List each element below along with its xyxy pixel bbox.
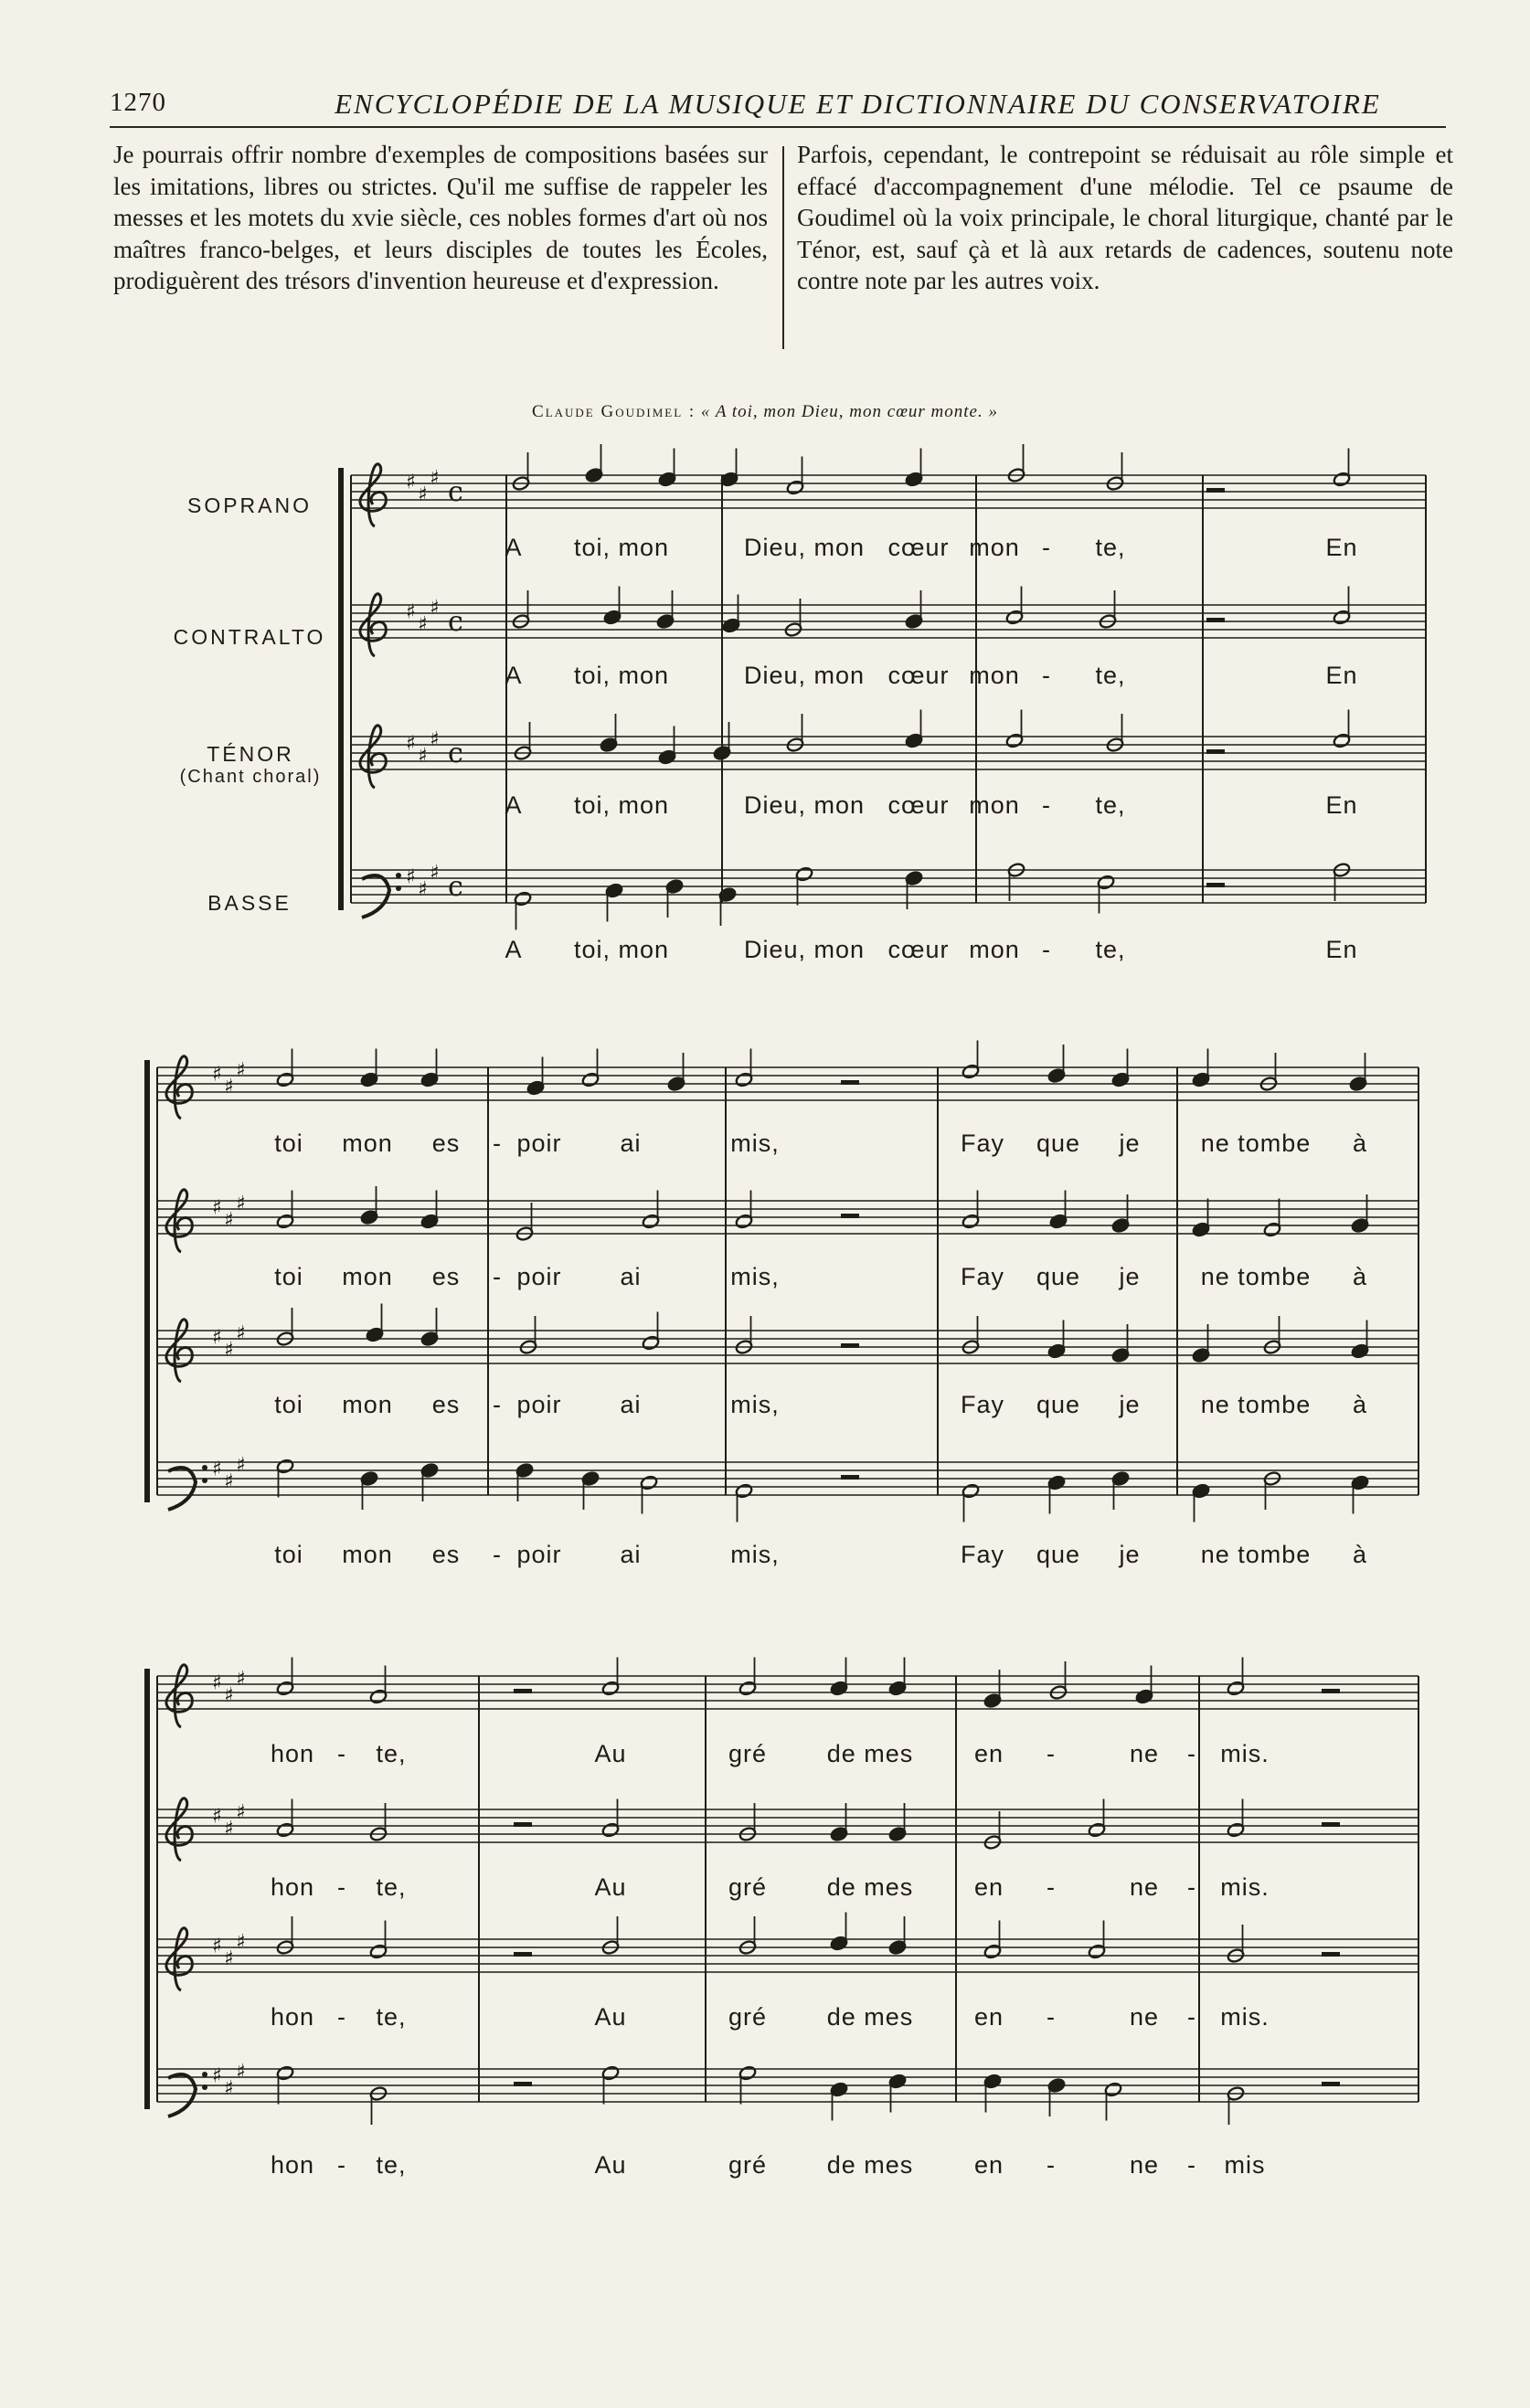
lyric-syllable: à [1352, 1263, 1368, 1290]
lyric-syllable: En [1325, 791, 1358, 819]
lyric-syllable: te, [376, 1873, 407, 1901]
sharp-icon: ♯ [224, 1947, 234, 1970]
sharp-icon: ♯ [406, 471, 416, 494]
lyric-syllable: mon [969, 662, 1020, 689]
half-rest-icon [841, 1475, 859, 1480]
sharp-icon: ♯ [406, 732, 416, 756]
half-rest-icon [514, 1822, 532, 1827]
voice-label-soprano: SOPRANO [186, 493, 313, 517]
left-column-text: Je pourrais offrir nombre d'exemples de compositions basées sur les imitations, libres ou strictes. Qu'il me suffise de rappeler les messes et les motets du xvie siècle, ces nobles formes d'art où nos maîtres franco-belges, et leurs disciples de toutes les Écoles, prodiguèrent des trésors d'invention heureuse et d'expression. [113, 141, 768, 294]
lyric-syllable: - [1047, 1740, 1056, 1767]
lyric-syllable: ai [620, 1541, 642, 1568]
lyric-syllable: poir [516, 1130, 562, 1157]
sharp-icon: ♯ [224, 1076, 234, 1098]
lyric-syllable: mis [1224, 2151, 1266, 2179]
lyric-syllable: gré [728, 2151, 768, 2179]
lyric-syllable: toi, mon [573, 534, 670, 561]
treble-clef-icon [166, 1798, 192, 1861]
treble-clef-icon [166, 1190, 192, 1252]
treble-clef-icon [360, 594, 386, 656]
lyric-syllable: te, [1095, 662, 1126, 689]
lyric-syllable: te, [376, 2003, 407, 2031]
half-rest-icon [514, 2082, 532, 2086]
lyric-syllable: - [1042, 936, 1051, 963]
lyric-syllable: hon [270, 2003, 315, 2031]
treble-clef-icon [166, 1665, 192, 1727]
lyric-syllable: - [493, 1130, 502, 1157]
lyric-syllable: de mes [826, 2151, 914, 2179]
lyric-syllable: Au [594, 2003, 627, 2031]
running-head: ENCYCLOPÉDIE DE LA MUSIQUE ET DICTIONNAIRE DU CONSERVATOIRE [335, 88, 1381, 120]
lyric-syllable: - [1187, 2003, 1196, 2031]
lyric-syllable: - [337, 2003, 346, 2031]
lyric-syllable: en [973, 2151, 1004, 2179]
sharp-icon: ♯ [406, 865, 416, 889]
lyric-syllable: ai [620, 1130, 642, 1157]
half-rest-icon [1322, 1689, 1340, 1693]
lyric-syllable: - [1187, 1740, 1196, 1767]
sharp-icon: ♯ [406, 600, 416, 624]
sharp-icon: ♯ [236, 1801, 246, 1824]
lyric-syllable: que [1036, 1391, 1081, 1418]
lyric-syllable: cœur [887, 534, 950, 561]
lyric-syllable: Fay [960, 1541, 1005, 1568]
common-time-icon: c [448, 737, 463, 769]
voice-label-basse: BASSE [207, 891, 292, 915]
lyric-syllable: cœur [887, 662, 950, 689]
lyric-syllable: mis, [730, 1263, 780, 1290]
half-rest-icon [1206, 883, 1225, 887]
lyric-syllable: - [1047, 2151, 1056, 2179]
half-rest-icon [1322, 2082, 1340, 2086]
sharp-icon: ♯ [212, 1063, 222, 1087]
lyric-syllable: je [1119, 1263, 1141, 1290]
lyric-syllable: Fay [960, 1263, 1005, 1290]
sharp-icon: ♯ [418, 483, 428, 506]
sharp-icon: ♯ [224, 1209, 234, 1232]
lyric-syllable: - [337, 1873, 346, 1901]
lyric-syllable: que [1036, 1263, 1081, 1290]
lyric-syllable: toi, mon [573, 662, 670, 689]
half-rest-icon [1206, 749, 1225, 754]
lyric-syllable: à [1352, 1541, 1368, 1568]
page-number: 1270 [110, 88, 166, 117]
lyric-syllable: Au [594, 1740, 627, 1767]
lyric-syllable: A [505, 662, 523, 689]
sharp-icon: ♯ [430, 467, 440, 490]
lyric-syllable: - [493, 1541, 502, 1568]
lyric-syllable: mis, [730, 1391, 780, 1418]
lyric-syllable: de mes [826, 2003, 914, 2031]
lyric-syllable: - [1042, 791, 1051, 819]
lyric-syllable: - [1047, 2003, 1056, 2031]
system-bracket [144, 1060, 150, 1502]
lyric-syllable: toi [274, 1263, 303, 1290]
lyric-syllable: en [973, 1873, 1004, 1901]
lyric-syllable: hon [270, 2151, 315, 2179]
sharp-icon: ♯ [418, 745, 428, 768]
lyric-syllable: en [973, 2003, 1004, 2031]
lyric-syllable: toi [274, 1391, 303, 1418]
lyric-syllable: te, [376, 1740, 407, 1767]
lyric-syllable: ne [1129, 1873, 1160, 1901]
sharp-icon: ♯ [236, 1322, 246, 1345]
lyric-syllable: de mes [826, 1873, 914, 1901]
lyric-syllable: es [431, 1130, 461, 1157]
sharp-icon: ♯ [212, 1326, 222, 1350]
lyric-syllable: mon [342, 1391, 393, 1418]
lyric-syllable: ne [1129, 2003, 1160, 2031]
lyric-syllable: En [1325, 534, 1358, 561]
lyric-syllable: - [1047, 1873, 1056, 1901]
half-rest-icon [841, 1080, 859, 1085]
sharp-icon: ♯ [236, 1454, 246, 1477]
lyric-syllable: gré [728, 2003, 768, 2031]
lyric-syllable: A [505, 936, 523, 963]
lyric-syllable: - [1187, 2151, 1196, 2179]
lyric-syllable: ne tombe [1200, 1130, 1312, 1157]
sharp-icon: ♯ [418, 613, 428, 636]
voice-label-tenor: TÉNOR (Chant choral) [179, 742, 322, 787]
lyric-syllable: Au [594, 1873, 627, 1901]
sharp-icon: ♯ [212, 1458, 222, 1481]
lyric-syllable: je [1119, 1541, 1141, 1568]
lyric-syllable: Fay [960, 1130, 1005, 1157]
lyric-syllable: poir [516, 1263, 562, 1290]
lyric-syllable: Dieu, mon [743, 936, 866, 963]
lyric-syllable: - [1042, 534, 1051, 561]
lyric-syllable: gré [728, 1873, 768, 1901]
common-time-icon: c [448, 871, 463, 903]
lyric-syllable: ai [620, 1391, 642, 1418]
sharp-icon: ♯ [224, 2077, 234, 2100]
bass-clef-icon [168, 2074, 196, 2116]
lyric-syllable: je [1119, 1130, 1141, 1157]
sharp-icon: ♯ [430, 728, 440, 751]
lyric-syllable: ne [1129, 2151, 1160, 2179]
lyric-syllable: En [1325, 936, 1358, 963]
lyric-syllable: A [505, 534, 523, 561]
sharp-icon: ♯ [430, 597, 440, 620]
bass-clef-dot [396, 873, 401, 878]
sharp-icon: ♯ [212, 1671, 222, 1695]
lyric-syllable: mis. [1220, 1873, 1270, 1901]
system-bracket [144, 1669, 150, 2109]
treble-clef-icon [166, 1056, 192, 1119]
sharp-icon: ♯ [236, 1059, 246, 1082]
bass-clef-dot [202, 1478, 207, 1483]
lyric-syllable: - [337, 1740, 346, 1767]
sharp-icon: ♯ [430, 862, 440, 885]
lyric-syllable: mis, [730, 1130, 780, 1157]
half-rest-icon [841, 1214, 859, 1218]
sharp-icon: ♯ [236, 1668, 246, 1691]
lyric-syllable: gré [728, 1740, 768, 1767]
lyric-syllable: te, [376, 2151, 407, 2179]
lyric-syllable: Fay [960, 1391, 1005, 1418]
lyric-syllable: Dieu, mon [743, 534, 866, 561]
lyric-syllable: ne [1129, 1740, 1160, 1767]
lyric-syllable: ne tombe [1200, 1391, 1312, 1418]
lyric-syllable: mon [342, 1263, 393, 1290]
sharp-icon: ♯ [236, 1193, 246, 1215]
bass-clef-icon [362, 875, 389, 918]
lyric-syllable: toi [274, 1130, 303, 1157]
lyric-syllable: te, [1095, 534, 1126, 561]
composer-name: Claude Goudimel : [532, 402, 696, 421]
sharp-icon: ♯ [224, 1339, 234, 1362]
bass-clef-dot [396, 886, 401, 891]
half-rest-icon [1322, 1822, 1340, 1827]
lyric-syllable: à [1352, 1391, 1368, 1418]
lyric-syllable: mon [342, 1130, 393, 1157]
lyric-syllable: mon [342, 1541, 393, 1568]
lyric-syllable: mon [969, 791, 1020, 819]
half-rest-icon [514, 1689, 532, 1693]
lyric-syllable: es [431, 1263, 461, 1290]
lyric-syllable: hon [270, 1740, 315, 1767]
sharp-icon: ♯ [212, 1805, 222, 1829]
right-column-text: Parfois, cependant, le contrepoint se réduisait au rôle simple et effacé d'accompagnement d'une mélodie. Tel ce psaume de Goudimel où la voix principale, le choral liturgique, chanté par le Ténor, est, sauf çà et là aux retards de cadences, soutenu note contre note par les autres voix. [797, 141, 1453, 294]
sharp-icon: ♯ [212, 1935, 222, 1958]
sharp-icon: ♯ [224, 1470, 234, 1493]
lyric-syllable: poir [516, 1391, 562, 1418]
bass-clef-dot [202, 1465, 207, 1470]
lyric-syllable: - [493, 1263, 502, 1290]
lyric-syllable: ne tombe [1200, 1541, 1312, 1568]
sharp-icon: ♯ [236, 1931, 246, 1954]
half-rest-icon [841, 1343, 859, 1348]
lyric-syllable: ai [620, 1263, 642, 1290]
lyric-syllable: Au [594, 2151, 627, 2179]
bass-clef-icon [168, 1468, 196, 1510]
lyric-syllable: toi, mon [573, 936, 670, 963]
treble-clef-icon [166, 1320, 192, 1382]
lyric-syllable: es [431, 1391, 461, 1418]
treble-clef-icon [166, 1928, 192, 1990]
sharp-icon: ♯ [224, 1684, 234, 1707]
lyric-syllable: En [1325, 662, 1358, 689]
lyric-syllable: ne tombe [1200, 1263, 1312, 1290]
lyric-syllable: - [1042, 662, 1051, 689]
lyric-syllable: toi [274, 1541, 303, 1568]
common-time-icon: c [448, 476, 463, 508]
lyric-syllable: toi, mon [573, 791, 670, 819]
sharp-icon: ♯ [236, 2061, 246, 2084]
lyric-syllable: Dieu, mon [743, 662, 866, 689]
sharp-icon: ♯ [418, 878, 428, 901]
treble-clef-icon [360, 726, 386, 788]
half-rest-icon [1322, 1952, 1340, 1957]
lyric-syllable: à [1352, 1130, 1368, 1157]
treble-clef-icon [360, 464, 386, 526]
half-rest-icon [1206, 488, 1225, 493]
lyric-syllable: Dieu, mon [743, 791, 866, 819]
bass-clef-dot [202, 2084, 207, 2090]
lyric-syllable: te, [1095, 936, 1126, 963]
lyric-syllable: poir [516, 1541, 562, 1568]
lyric-syllable: mis. [1220, 1740, 1270, 1767]
sharp-icon: ♯ [224, 1818, 234, 1840]
lyric-syllable: mis, [730, 1541, 780, 1568]
half-rest-icon [514, 1952, 532, 1957]
lyric-syllable: hon [270, 1873, 315, 1901]
sharp-icon: ♯ [212, 2064, 222, 2088]
lyric-syllable: cœur [887, 936, 950, 963]
sharp-icon: ♯ [212, 1196, 222, 1220]
lyric-syllable: que [1036, 1541, 1081, 1568]
lyric-syllable: en [973, 1740, 1004, 1767]
lyric-syllable: mon [969, 534, 1020, 561]
lyric-syllable: mon [969, 936, 1020, 963]
lyric-syllable: que [1036, 1130, 1081, 1157]
half-rest-icon [1206, 618, 1225, 622]
lyric-syllable: A [505, 791, 523, 819]
lyric-syllable: te, [1095, 791, 1126, 819]
lyric-syllable: de mes [826, 1740, 914, 1767]
lyric-syllable: - [1187, 1873, 1196, 1901]
common-time-icon: c [448, 606, 463, 638]
lyric-syllable: je [1119, 1391, 1141, 1418]
system-bracket [338, 468, 344, 910]
lyric-syllable: - [337, 2151, 346, 2179]
piece-name: « A toi, mon Dieu, mon cœur monte. » [700, 402, 998, 421]
lyric-syllable: cœur [887, 791, 950, 819]
voice-label-contralto: CONTRALTO [173, 625, 326, 649]
lyric-syllable: es [431, 1541, 461, 1568]
bass-clef-dot [202, 2072, 207, 2077]
lyric-syllable: mis. [1220, 2003, 1270, 2031]
lyric-syllable: - [493, 1391, 502, 1418]
